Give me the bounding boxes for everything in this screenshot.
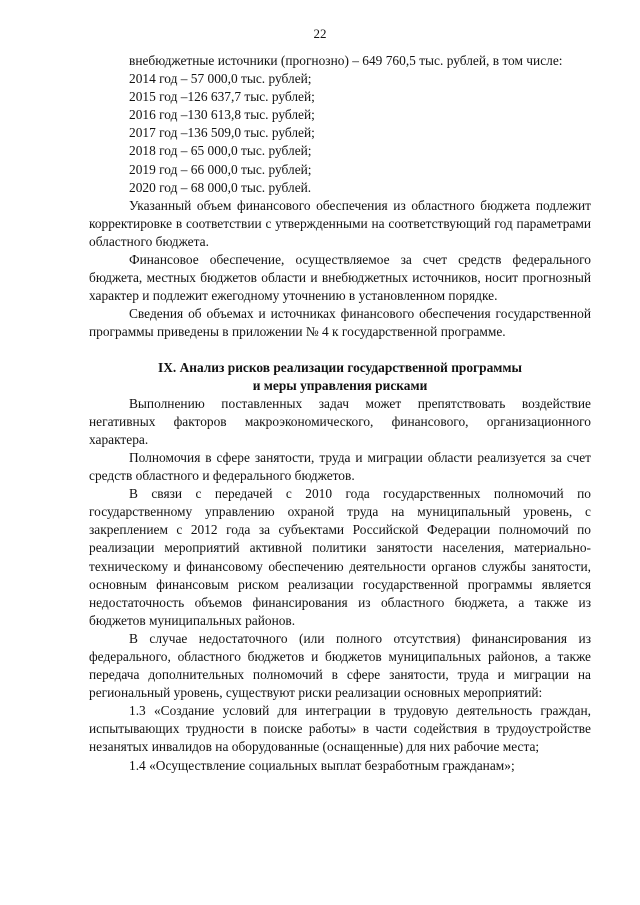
paragraph-measure-1-3: 1.3 «Создание условий для интеграции в трудовую деятельность граждан, испытывающих трудности в поиске работы» в части содействия в трудоустройстве незанятых инвалидов на оборудованные (оснащенные) для них рабочие места; [89,703,591,755]
paragraph-budget-adjustment: Указанный объем финансового обеспечения из областного бюджета подлежит корректировке в соответствии с утвержденными на соответствующий год параметрами областного бюджета. [89,197,591,249]
funding-year-2017: 2017 год –136 509,0 тыс. рублей; [129,125,315,141]
paragraph-main-financial-risk: В связи с передачей с 2010 года государственных полномочий по государственному управлению охраной труда на муниципальный уровень, с закреплением с 2012 года за субъектами Российской Федерации полномочий по реализации мероприятий активной политики занятости населения, материально-техническому и финансовому обеспечению деятельности органов службы занятости, основным финансовым риском реализации государственной программы является недостаточность объемов финансирования из областного бюджета, а также из бюджетов муниципальных районов. [89,486,591,628]
funding-block [89,52,591,197]
funding-year-2016: 2016 год –130 613,8 тыс. рублей; [129,107,315,123]
funding-year-2020: 2020 год – 68 000,0 тыс. рублей. [129,179,312,195]
paragraph-risk-factors: Выполнению поставленных задач может препятствовать воздействие негативных факторов макроэкономического, финансового, организационного характера. [89,395,591,447]
paragraph-measure-1-4: 1.4 «Осуществление социальных выплат безработным гражданам»; [129,757,515,773]
funding-year-2015: 2015 год –126 637,7 тыс. рублей; [129,89,315,105]
paragraph-authority-funding: Полномочия в сфере занятости, труда и миграции области реализуется за счет средств областного и федерального бюджетов. [89,449,591,484]
funding-intro: внебюджетные источники (прогнозно) – 649 760,5 тыс. рублей, в том числе: [129,53,563,68]
section-heading-line-1: IX. Анализ рисков реализации государственной программы [158,359,522,375]
funding-year-2018: 2018 год – 65 000,0 тыс. рублей; [129,143,312,159]
section-heading [89,359,591,395]
funding-year-2019: 2019 год – 66 000,0 тыс. рублей; [129,161,312,177]
paragraph-insufficient-funding: В случае недостаточного (или полного отсутствия) финансирования из федерального, областного бюджетов и бюджетов муниципальных районов, а также передача дополнительных полномочий в сфере занятости, труда и миграции на региональный уровень, существуют риски реализации основных мероприятий: [89,630,591,701]
paragraph-funding-appendix: Сведения об объемах и источниках финансового обеспечения государственной программы приведены в приложении № 4 к государственной программе. [89,306,591,340]
page-number: 22 [313,26,327,41]
funding-year-2014: 2014 год – 57 000,0 тыс. рублей; [129,71,312,87]
page-content [89,52,591,775]
section-heading-line-2: и меры управления рисками [252,377,428,393]
paragraph-forecast-funding: Финансовое обеспечение, осуществляемое за счет средств федерального бюджета, местных бюджетов области и внебюджетных источников, носит прогнозный характер и подлежит ежегодному уточнению в установленном порядке. [89,252,591,304]
